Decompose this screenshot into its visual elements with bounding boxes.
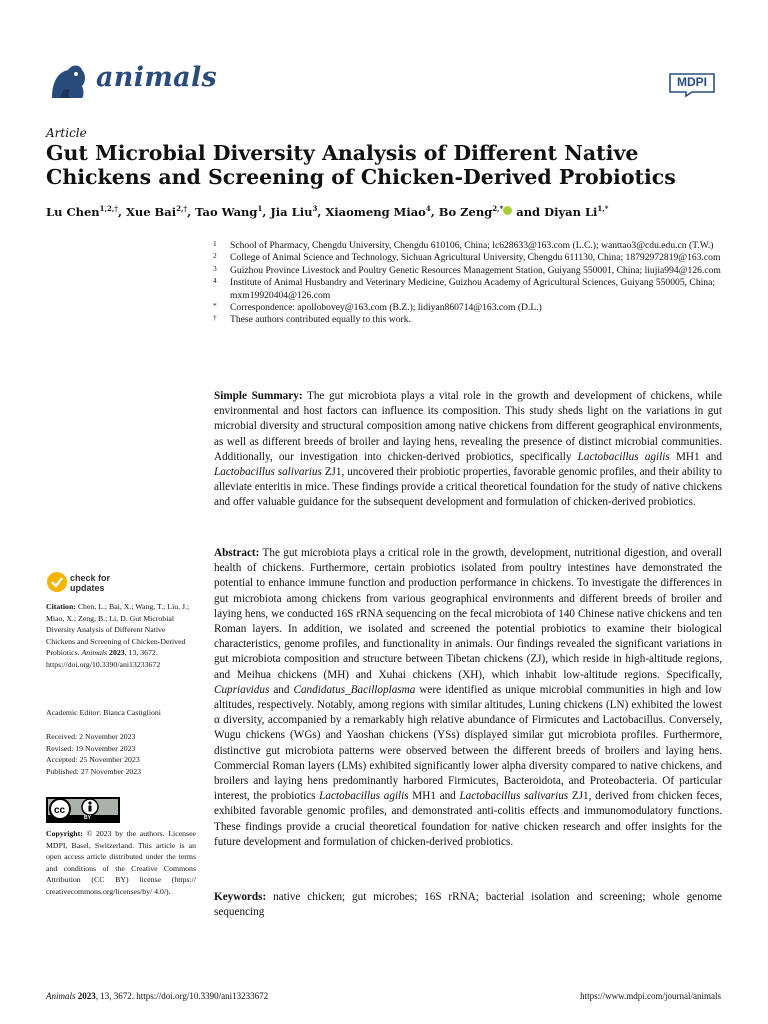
author-name: Tao Wang bbox=[195, 204, 258, 219]
author-separator: , bbox=[117, 204, 126, 219]
author-separator: , bbox=[262, 204, 271, 219]
keywords-heading: Keywords: bbox=[214, 891, 267, 903]
affiliation-text: School of Pharmacy, Chengdu University, Chengdu 610106, China; lc628633@163.com (L.C.); wanttao3@cdu.edu.cn (T.W.) bbox=[230, 240, 714, 251]
affiliation-item bbox=[213, 265, 743, 277]
abstract-text: and bbox=[269, 683, 294, 696]
affiliation-text: Institute of Animal Husbandry and Veterinary Medicine, Guizhou Academy of Agricultural Sciences, Guiyang 550005, China; mxm19920404@126.com bbox=[230, 277, 715, 301]
affiliation-item bbox=[213, 277, 743, 302]
publisher-logo bbox=[666, 70, 718, 98]
affiliation-text: College of Animal Science and Technology, Sichuan Agricultural University, Chengdu 611130, China; 18792972819@163.com bbox=[230, 252, 721, 264]
keywords-text: native chicken; gut microbes; 16S rRNA; bacterial isolation and screening; whole genome sequencing bbox=[214, 891, 722, 919]
author-separator: and bbox=[512, 204, 545, 219]
revised-date: Revised: 19 November 2023 bbox=[46, 743, 136, 753]
simple-summary-text: MH1 and bbox=[669, 450, 722, 463]
affiliation-item bbox=[213, 240, 743, 252]
footer-rest: , 13, 3672. https://doi.org/10.3390/ani13233672 bbox=[95, 991, 269, 1001]
journal-logo bbox=[46, 58, 246, 102]
author-name: Bo Zeng bbox=[438, 204, 493, 219]
author-name: Xiaomeng Miao bbox=[325, 204, 426, 219]
received-date: Received: 2 November 2023 bbox=[46, 732, 136, 741]
abstract-text: The gut microbiota plays a critical role in the growth, development, nutritional digestion, and overall health of chickens. Furthermore, certain probiotics isolated from poultry intestines have demonstrated the potential to enhance immune function and production performance in chickens. To investigate the differences in gut microbiota among chickens from various geographical environments and different breeds of broiler and laying hens, we conducted 16S rRNA sequencing on the fecal microbiota of 140 Chinese native chickens and ten Roman layers. In addition, we isolated and screened the potential probiotics to examine their biological characteristics, genome profiles, and functionality in animals. Our findings revealed the significant variations in gut microbiota composition and structure between Tibetan chickens (ZJ), which reside in high-altitude regions, and Meihua chickens (MH) and Xuhai chickens (XH), which inhabit low-altitude regions. Specifically, bbox=[214, 547, 722, 681]
simple-summary-text: ZJ1, uncovered their probiotic properties, favorable genomic profiles, and their ability to alleviate enteritis in mice. These findings provide a critical theoretical foundation for the study of native chickens and offer valuable guidance for the subsequent development and formulation of chicken-derived probiotics. bbox=[214, 466, 723, 509]
author-affiliation-marker: 1,2,† bbox=[99, 204, 118, 213]
affiliation-marker: 3 bbox=[213, 263, 217, 273]
affiliation-marker: 2 bbox=[213, 251, 217, 261]
cc-by-label: BY bbox=[84, 815, 91, 821]
simple-summary-heading: Simple Summary: bbox=[214, 390, 303, 402]
author-name: Diyan Li bbox=[544, 204, 598, 219]
publication-dates bbox=[46, 731, 196, 777]
author-affiliation-marker: 4 bbox=[425, 204, 431, 213]
footer-year: 2023 bbox=[77, 991, 96, 1001]
check-updates-line1: check for bbox=[70, 573, 111, 583]
genus-name: Candidatus_Bacilloplasma bbox=[293, 683, 416, 696]
citation bbox=[46, 601, 196, 670]
gorilla-logo-icon bbox=[46, 58, 90, 102]
citation-year: 2023 bbox=[107, 648, 125, 657]
journal-url-link[interactable]: https://www.mdpi.com/journal/animals bbox=[580, 991, 721, 1001]
genus-name: Cupriavidus bbox=[214, 683, 270, 696]
species-name: Lactobacillus salivarius bbox=[459, 790, 569, 803]
affiliation-marker: 1 bbox=[213, 239, 217, 248]
footer-citation bbox=[46, 991, 268, 1001]
author-separator: , bbox=[430, 204, 439, 219]
article-type: Article bbox=[46, 126, 87, 140]
citation-label: Citation: bbox=[46, 602, 76, 611]
author-affiliation-marker: 1,* bbox=[597, 204, 609, 213]
affiliation-marker: 4 bbox=[213, 276, 217, 286]
abstract-text: were identified as unique microbial communities in high and low altitudes, respectively. Notably, among regions with similar altitudes, Luning chickens (LN) exhibited the lowest α diversity, accompanied by a remarkably high relative abundance of Firmicutes and Lactobacillus. Conversely, Wugu chickens (WGs) and Yaoshan chickens (YSs) displayed similar gut microbiota profiles. Furthermore, distinctive gut microbiota patterns were observed between the different breeds of broilers and laying hens. Commercial Roman layers (LMs) exhibited significantly lower alpha diversity compared to native chickens, and broilers and laying hens predominantly harbored Firmicutes, Bacteroidota, and Proteobacteria. Of particular interest, the probiotics bbox=[214, 683, 722, 803]
abstract-text: MH1 and bbox=[408, 790, 460, 803]
citation-rest: , 13, 3672. https://doi.org/10.3390/ani13233672 bbox=[46, 648, 161, 669]
affiliation-marker: * bbox=[213, 301, 217, 311]
author-name: Jia Liu bbox=[270, 204, 313, 219]
simple-summary-text: The gut microbiota plays a vital role in the growth and development of chickens, while environmental and host factors can influence its composition. This study sheds light on the variations in gut microbial diversity and structural composition among native chickens from different geographical environments, as well as different breeds of broiler and laying hens, revealing the presence of distinct microbial communities. Additionally, our investigation into chicken-derived probiotics, specifically bbox=[214, 390, 723, 463]
author-separator: , bbox=[187, 204, 196, 219]
cc-by-badge[interactable] bbox=[46, 797, 120, 823]
publisher-name: MDPI bbox=[677, 75, 707, 89]
copyright-text: © 2023 by the authors. Licensee MDPI, Basel, Switzerland. This article is an open access article distributed under the terms and conditions of the Creative Commons Attribution (CC BY) license (https:// creativecommons.org/licenses/by/ 4.0/). bbox=[46, 829, 196, 896]
author-list bbox=[46, 204, 746, 219]
affiliation-text: These authors contributed equally to this work. bbox=[230, 314, 411, 326]
keywords bbox=[214, 890, 722, 920]
journal-name: animals bbox=[96, 62, 218, 93]
abstract-heading: Abstract: bbox=[214, 547, 260, 559]
abstract-text: ZJ1, derived from chicken feces, exhibited favorable genomic profiles, and demonstrated anti-colitis effects and immunomodulatory functions. These findings provide a crucial theoretical foundation for native chicken research and offer insights for the future development and formulation of chicken-derived probiotics. bbox=[214, 790, 722, 848]
check-updates-line2: updates bbox=[70, 583, 105, 593]
abstract bbox=[214, 546, 722, 850]
copyright-notice bbox=[46, 828, 196, 897]
copyright-label: Copyright: bbox=[46, 829, 83, 838]
affiliation-text: Guizhou Province Livestock and Poultry Genetic Resources Management Station, Guiyang 550001, China; liujia994@126.com bbox=[230, 264, 721, 276]
author-affiliation-marker: 2,* bbox=[492, 204, 504, 213]
affiliations bbox=[213, 240, 743, 327]
author-affiliation-marker: 3 bbox=[312, 204, 318, 213]
species-name: Lactobacillus salivarius bbox=[214, 466, 322, 479]
paper-title: Gut Microbial Diversity Analysis of Different Native Chickens and Screening of Chicken-Derived Probiotics bbox=[46, 141, 676, 189]
species-name: Lactobacillus agilis bbox=[319, 790, 409, 803]
academic-editor: Academic Editor: Bianca Castiglioni bbox=[46, 708, 161, 717]
accepted-date: Accepted: 25 November 2023 bbox=[46, 755, 140, 764]
affiliation-text: Correspondence: apollobovey@163.com (B.Z.); lidiyan860714@163.com (D.L.) bbox=[230, 302, 542, 314]
published-date: Published: 27 November 2023 bbox=[46, 766, 142, 776]
author-affiliation-marker: 2,† bbox=[176, 204, 188, 213]
author-name: Xue Bai bbox=[125, 204, 177, 219]
simple-summary bbox=[214, 389, 722, 511]
check-for-updates-badge[interactable] bbox=[46, 570, 166, 596]
affiliation-item bbox=[213, 314, 743, 326]
check-updates-icon bbox=[46, 571, 68, 593]
affiliation-item bbox=[213, 302, 743, 314]
citation-journal: Animals bbox=[81, 648, 108, 657]
affiliation-marker: † bbox=[213, 313, 217, 323]
author-name: Lu Chen bbox=[46, 204, 100, 219]
author-affiliation-marker: 1 bbox=[257, 204, 263, 213]
author-separator: , bbox=[317, 204, 326, 219]
affiliation-item bbox=[213, 252, 743, 264]
species-name: Lactobacillus agilis bbox=[577, 450, 670, 463]
citation-text: Chen, L.; Bai, X.; Wang, T.; Liu, J.; Miao, X.; Zeng, B.; Li, D. Gut Microbial Diversity Analysis of Different Native Chickens and Screening of Chicken-Derived Probiotics. bbox=[46, 602, 190, 657]
footer-journal: Animals bbox=[46, 991, 76, 1001]
creative-commons-icon bbox=[46, 797, 120, 823]
orcid-icon[interactable] bbox=[503, 206, 512, 215]
svg-text:cc: cc bbox=[54, 805, 66, 816]
